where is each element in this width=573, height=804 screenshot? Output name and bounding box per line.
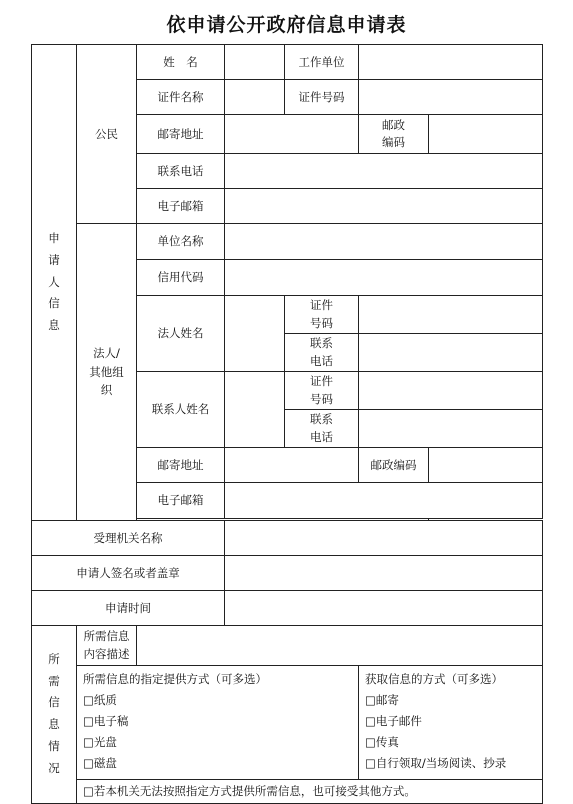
row-fallback xyxy=(32,779,543,803)
applicant-info-label: 申请人信息 xyxy=(32,45,77,521)
field-credit-code[interactable] xyxy=(225,260,543,296)
field-legal-id-number[interactable] xyxy=(359,296,543,334)
field-legal-phone[interactable] xyxy=(359,334,543,372)
field-email[interactable] xyxy=(225,189,543,224)
label-work-unit: 工作单位 xyxy=(285,45,359,80)
field-name[interactable] xyxy=(225,45,285,80)
label-legal-phone: 联系电话 xyxy=(285,334,359,372)
option-mail[interactable]: □邮寄 xyxy=(365,692,399,707)
application-form-table xyxy=(31,44,543,804)
field-id-number[interactable] xyxy=(359,80,543,115)
label-name: 姓 名 xyxy=(137,45,225,80)
row-apply-time xyxy=(32,591,543,626)
field-legal-person[interactable] xyxy=(225,296,285,372)
field-postcode[interactable] xyxy=(429,115,543,154)
option-electronic[interactable]: □电子稿 xyxy=(83,713,129,728)
label-org-email: 电子邮箱 xyxy=(137,483,225,519)
field-org-mail-address[interactable] xyxy=(225,448,359,483)
option-fax[interactable]: □传真 xyxy=(365,735,399,750)
field-contact-person[interactable] xyxy=(225,372,285,448)
field-phone[interactable] xyxy=(225,154,543,189)
label-contact-id-number: 证件号码 xyxy=(285,372,359,410)
option-fallback[interactable]: □若本机关无法按照指定方式提供所需信息，也可接受其他方式。 xyxy=(77,779,543,803)
provide-method-cell xyxy=(77,666,359,780)
field-agency-name[interactable] xyxy=(225,521,543,556)
label-legal-id-number: 证件号码 xyxy=(285,296,359,334)
label-org-mail-address: 邮寄地址 xyxy=(137,448,225,483)
label-info-description: 所需信息内容描述 xyxy=(77,626,137,666)
option-disk[interactable]: □磁盘 xyxy=(83,756,117,771)
row-info-description xyxy=(32,626,543,666)
field-id-name[interactable] xyxy=(225,80,285,115)
field-info-description[interactable] xyxy=(137,626,543,666)
form-title: 依申请公开政府信息申请表 xyxy=(166,14,407,36)
option-paper[interactable]: □纸质 xyxy=(83,692,117,707)
label-credit-code: 信用代码 xyxy=(137,260,225,296)
label-legal-person: 法人姓名 xyxy=(137,296,225,372)
label-id-number: 证件号码 xyxy=(285,80,359,115)
label-mail-address: 邮寄地址 xyxy=(137,115,225,154)
field-contact-phone[interactable] xyxy=(359,410,543,448)
label-id-name: 证件名称 xyxy=(137,80,225,115)
row-citizen-name xyxy=(32,45,543,80)
label-org-postcode: 邮政编码 xyxy=(359,448,429,483)
field-unit-name[interactable] xyxy=(225,224,543,260)
needed-info-label: 所需信息情况 xyxy=(32,626,77,804)
field-contact-id-number[interactable] xyxy=(359,372,543,410)
label-signature: 申请人签名或者盖章 xyxy=(32,556,225,591)
option-self-pickup[interactable]: □自行领取/当场阅读、抄录 xyxy=(365,756,507,771)
org-label: 法人/其他组织 xyxy=(77,224,137,521)
field-signature[interactable] xyxy=(225,556,543,591)
option-email[interactable]: □电子邮件 xyxy=(365,713,422,728)
label-apply-time: 申请时间 xyxy=(32,591,225,626)
label-contact-person: 联系人姓名 xyxy=(137,372,225,448)
field-org-postcode[interactable] xyxy=(429,448,543,483)
label-agency-name: 受理机关名称 xyxy=(32,521,225,556)
row-delivery-options xyxy=(32,666,543,780)
field-org-email[interactable] xyxy=(225,483,543,519)
field-apply-time[interactable] xyxy=(225,591,543,626)
label-postcode: 邮政编码 xyxy=(359,115,429,154)
row-signature xyxy=(32,556,543,591)
provide-method-title: 所需信息的指定提供方式（可多选） xyxy=(83,672,267,686)
field-work-unit[interactable] xyxy=(359,45,543,80)
label-contact-phone: 联系电话 xyxy=(285,410,359,448)
label-unit-name: 单位名称 xyxy=(137,224,225,260)
label-phone: 联系电话 xyxy=(137,154,225,189)
obtain-method-title: 获取信息的方式（可多选） xyxy=(365,672,503,686)
option-cd[interactable]: □光盘 xyxy=(83,735,117,750)
row-org-unit xyxy=(32,224,543,260)
citizen-label: 公民 xyxy=(77,45,137,224)
field-mail-address[interactable] xyxy=(225,115,359,154)
obtain-method-cell xyxy=(359,666,543,780)
row-agency xyxy=(32,521,543,556)
label-email: 电子邮箱 xyxy=(137,189,225,224)
